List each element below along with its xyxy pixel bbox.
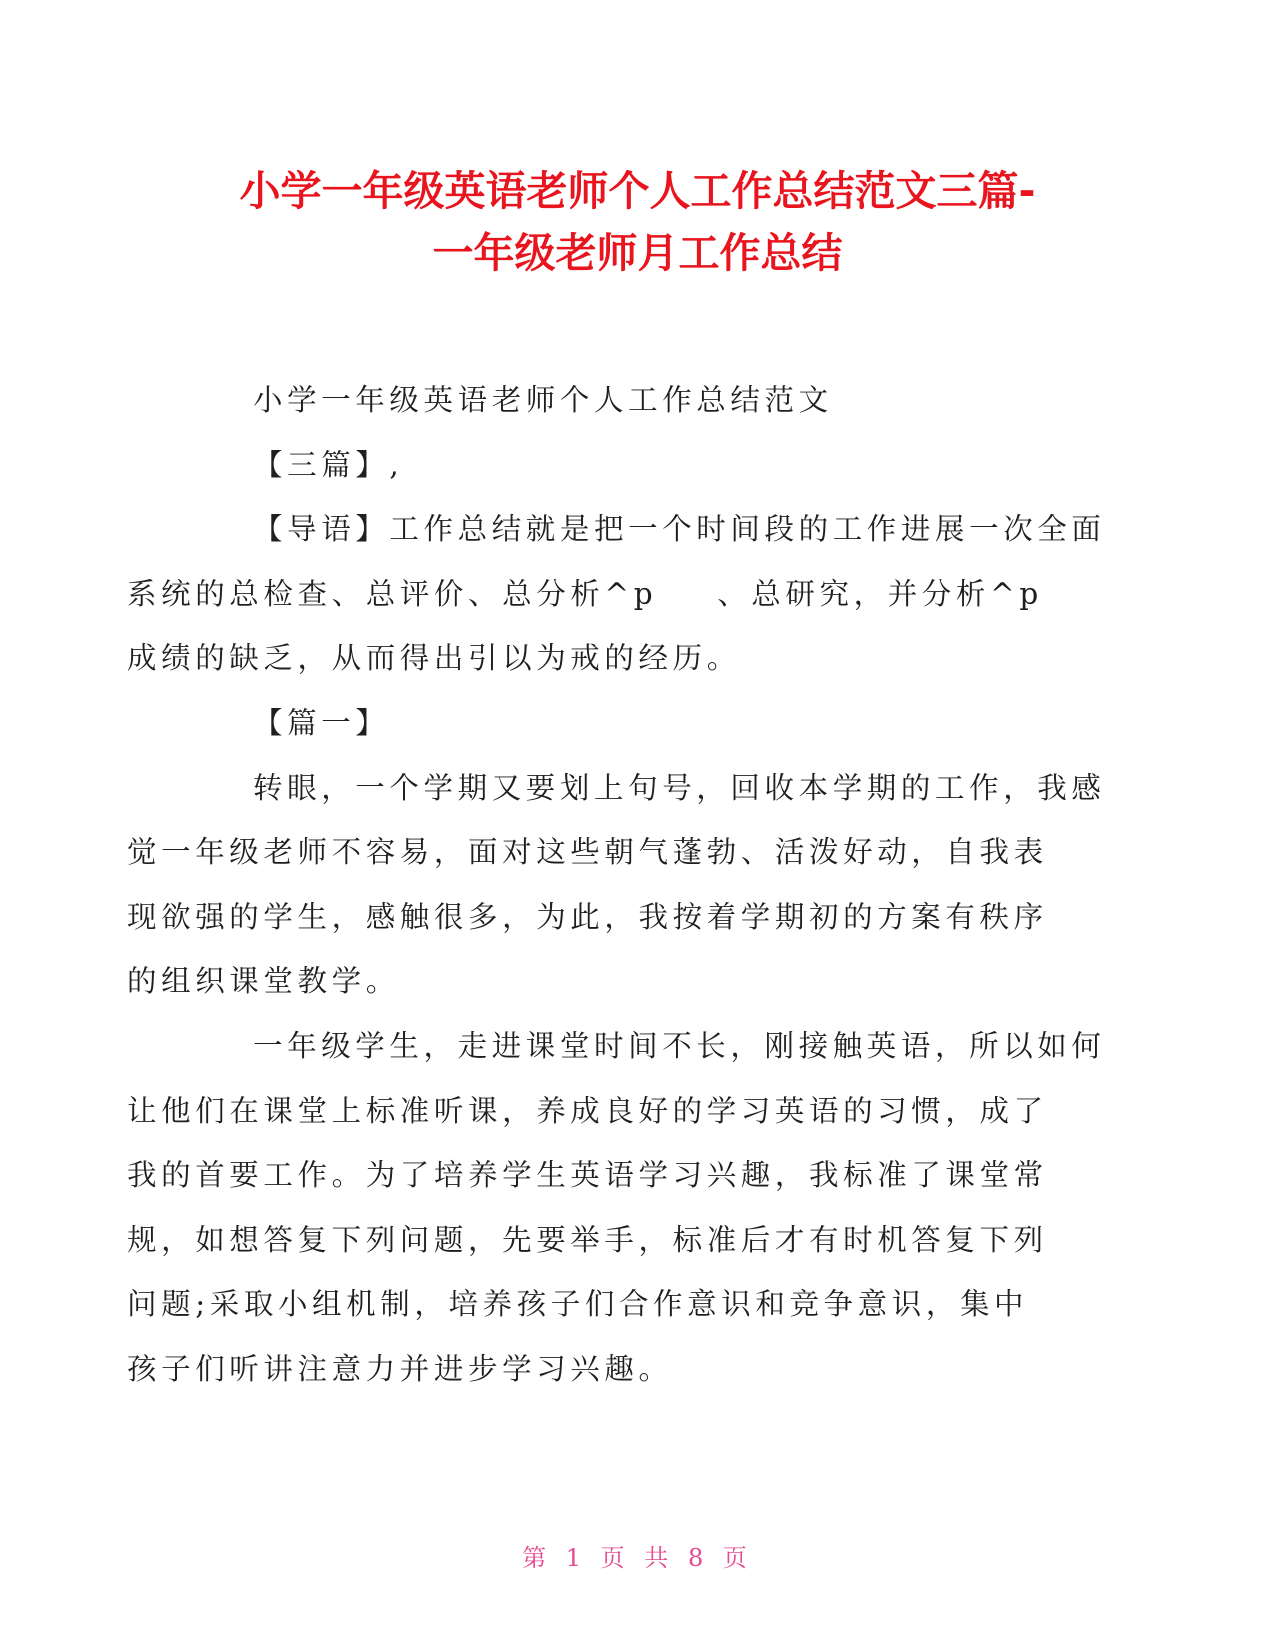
para1-line-1: 转眼，一个学期又要划上句号，回收本学期的工作，我感 (253, 770, 1106, 805)
section-label-paragraph (190, 691, 1085, 756)
para2-line-4: 规，如想答复下列问题，先要举手，标准后才有时机答复下列 (127, 1222, 1048, 1257)
title-line-1: 小学一年级英语老师个人工作总结范文三篇- (239, 167, 1036, 215)
heading-paragraph-2 (190, 433, 1085, 498)
intro-line-2b: 、总研究，并分析^p (717, 576, 1043, 611)
heading-line-2: 【三篇】, (253, 447, 404, 482)
para2-line-2: 让他们在课堂上标准听课，养成良好的学习英语的习惯，成了 (127, 1093, 1048, 1128)
para2-line-5: 问题;采取小组机制，培养孩子们合作意识和竞争意识，集中 (127, 1287, 1029, 1322)
document-body (127, 368, 1106, 1402)
para1-line-2: 觉一年级老师不容易，面对这些朝气蓬勃、活泼好动，自我表 (127, 835, 1048, 870)
document-title (190, 160, 1085, 284)
page-number-footer: 第 1 页 共 8 页 (522, 1544, 753, 1572)
section1-label: 【篇一】 (253, 705, 390, 740)
intro-line-2a: 系统的总检查、总评价、总分析^p (127, 576, 658, 611)
paragraph-1 (127, 756, 1106, 1014)
para2-line-6: 孩子们听讲注意力并进步学习兴趣。 (127, 1351, 673, 1386)
intro-line-3: 成绩的缺乏，从而得出引以为戒的经历。 (127, 641, 741, 676)
paragraph-2 (127, 1014, 1106, 1402)
heading-line-1: 小学一年级英语老师个人工作总结范文 (253, 383, 833, 417)
para1-line-4: 的组织课堂教学。 (127, 964, 400, 999)
intro-line-2 (127, 562, 1085, 627)
para1-line-3: 现欲强的学生，感触很多，为此，我按着学期初的方案有秩序 (127, 899, 1048, 934)
intro-paragraph (127, 497, 1106, 691)
heading-paragraph (190, 368, 1085, 433)
para2-line-3: 我的首要工作。为了培养学生英语学习兴趣，我标准了课堂常 (127, 1158, 1048, 1193)
intro-line-1: 【导语】工作总结就是把一个时间段的工作进展一次全面 (253, 512, 1106, 547)
para2-line-1: 一年级学生，走进课堂时间不长，刚接触英语，所以如何 (253, 1028, 1106, 1063)
title-line-2: 一年级老师月工作总结 (432, 229, 843, 277)
